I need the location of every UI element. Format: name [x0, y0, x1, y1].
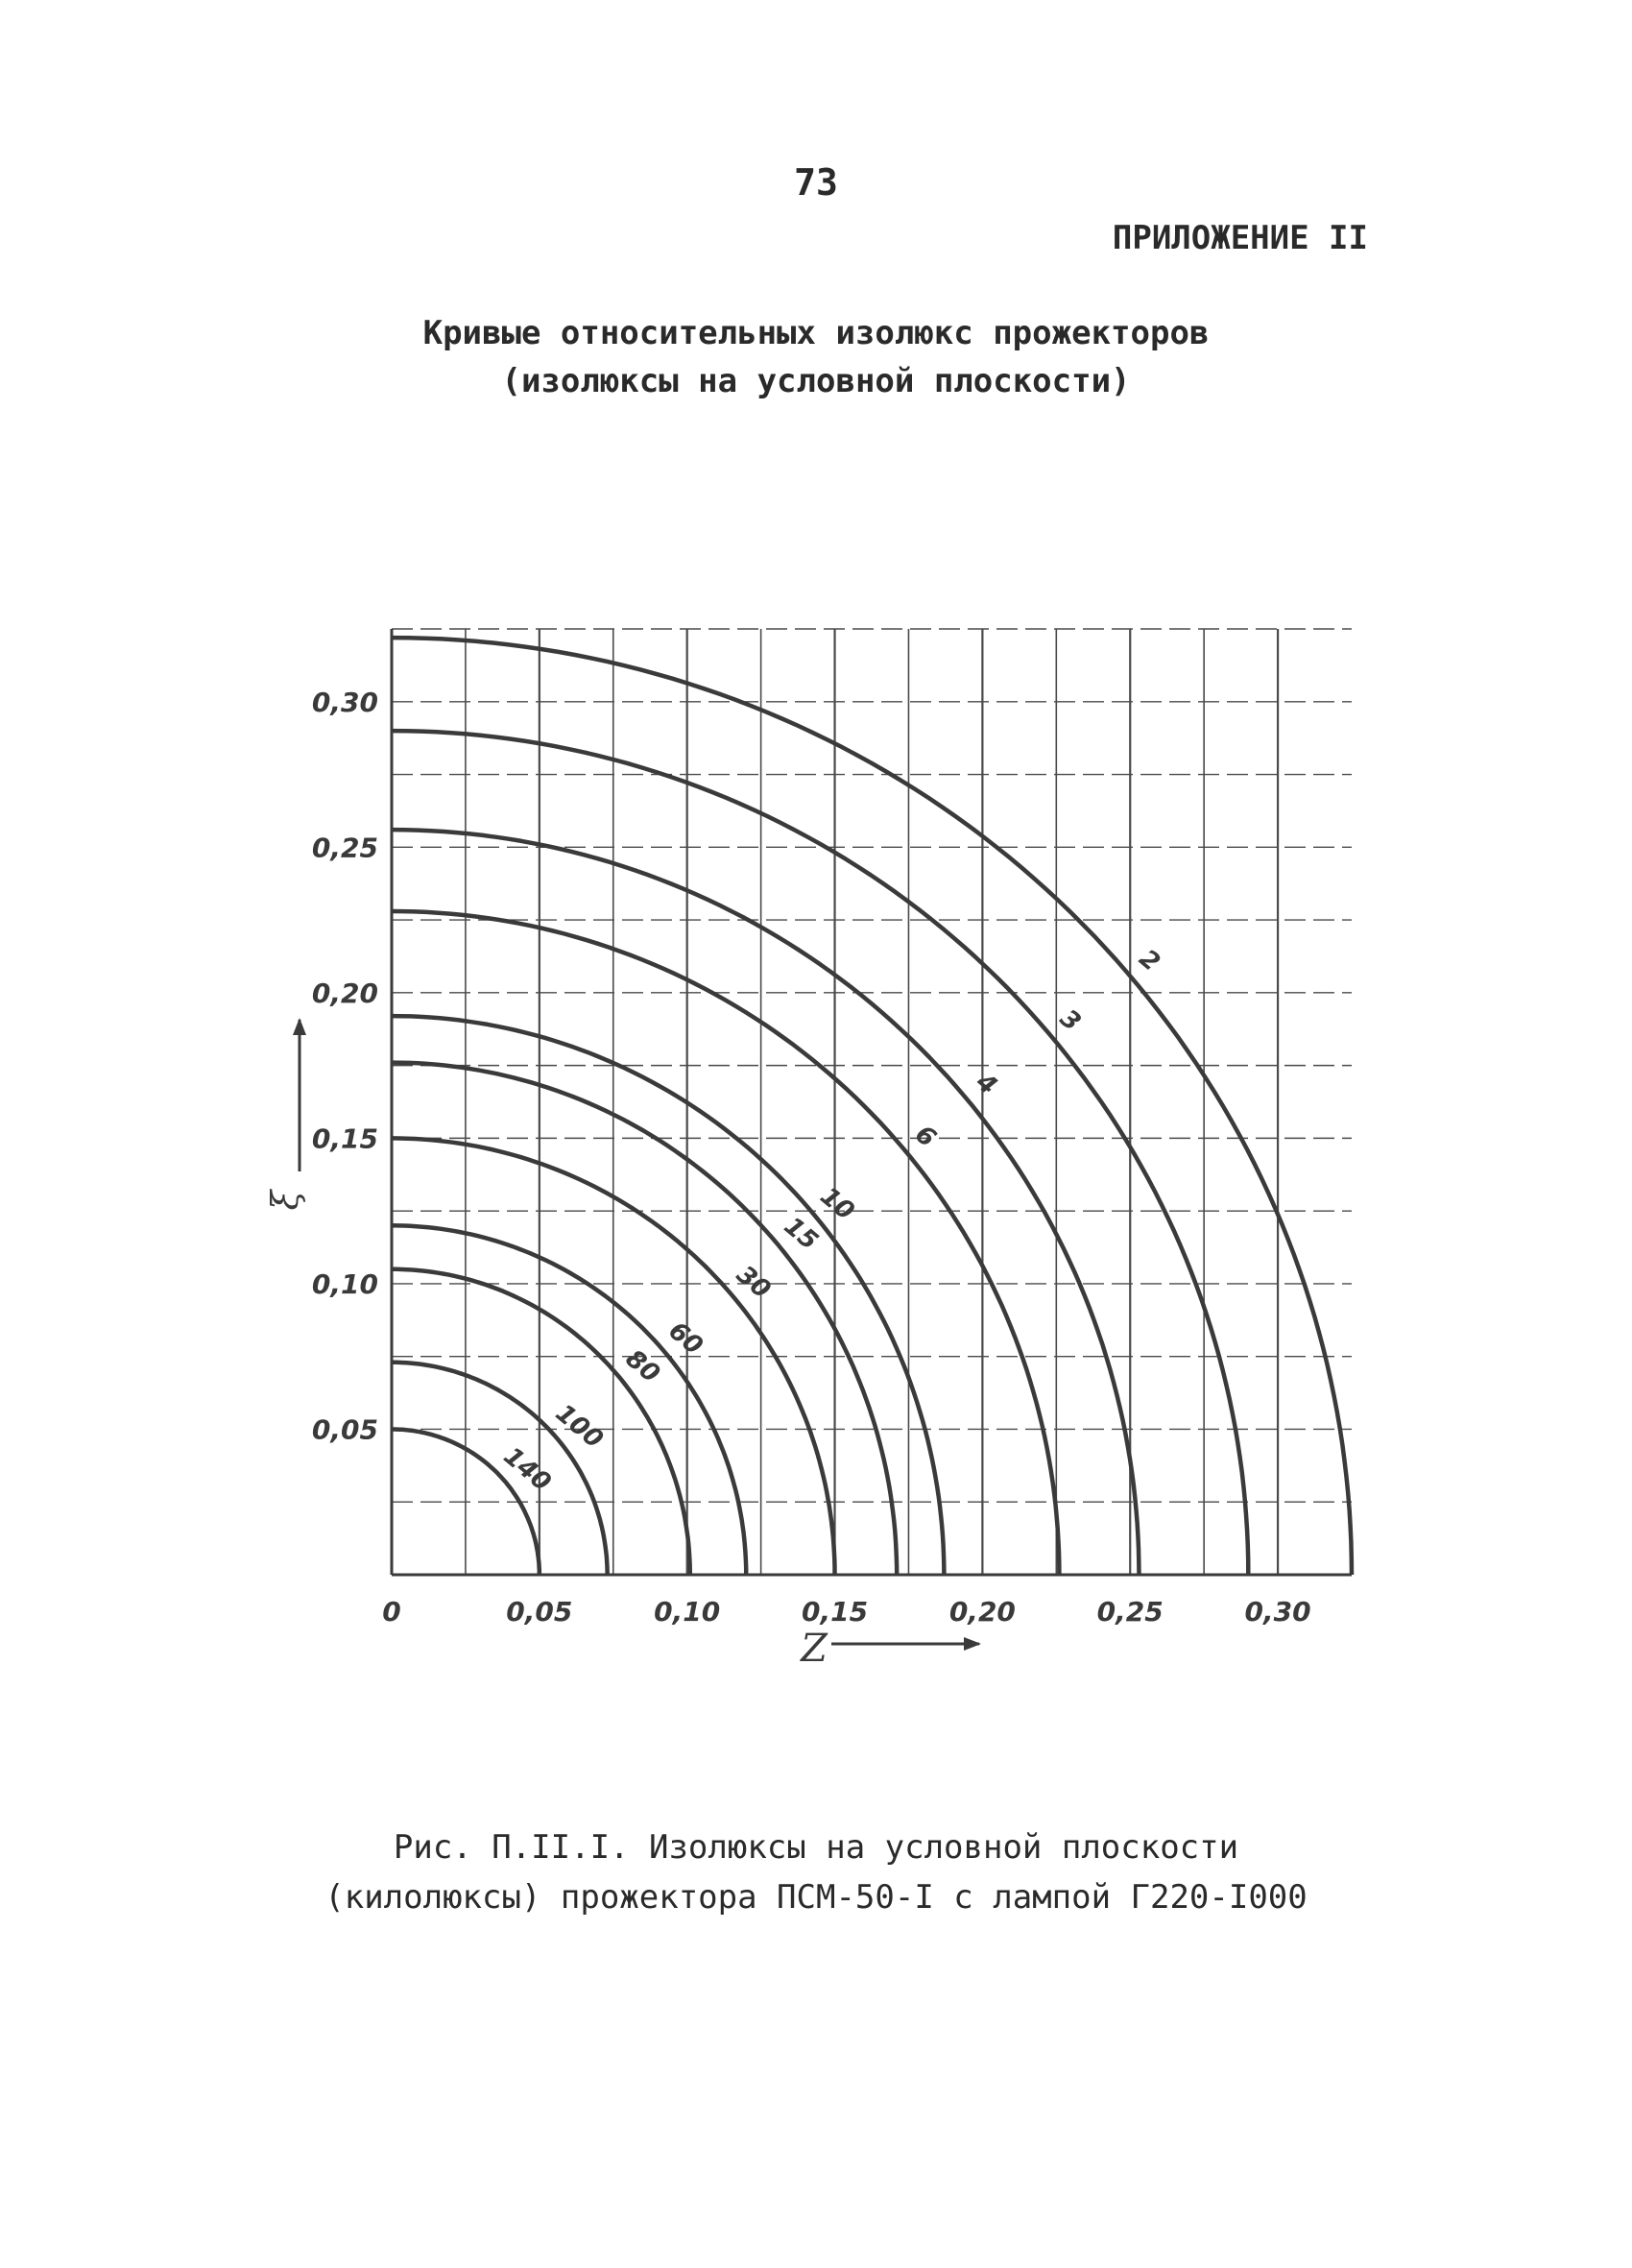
isolux-curve-10: [392, 1016, 944, 1575]
isolux-curve-15: [392, 1063, 897, 1575]
y-tick-label: 0,10: [311, 1267, 378, 1300]
isolux-label: 10: [814, 1181, 860, 1226]
x-tick-label: 0,30: [1244, 1596, 1311, 1628]
chart-grid: [392, 629, 1352, 1575]
isolux-label: 2: [1133, 944, 1165, 977]
y-tick-label: 0,20: [311, 977, 378, 1009]
isolux-curve-100: [392, 1363, 608, 1575]
figure-title-line-2: (изолюксы на условной плоскости): [501, 362, 1131, 400]
x-axis-arrowhead: [964, 1637, 981, 1651]
isolux-label: 4: [970, 1067, 1003, 1101]
isolux-curve-6: [392, 911, 1059, 1575]
y-tick-label: 0,05: [311, 1413, 378, 1446]
figure-caption-line-1: Рис. П.II.I. Изолюксы на условной плоскости: [393, 1828, 1239, 1867]
figure-caption-line-2: (килолюксы) прожектора ПСМ-50-I с лампой Г220-I000: [324, 1878, 1308, 1917]
y-tick-label: 0,25: [311, 832, 378, 864]
x-tick-label: 0,15: [801, 1596, 869, 1628]
chart-axes: [264, 629, 1352, 1671]
x-tick-label: 0: [382, 1596, 401, 1628]
isolux-label: 80: [619, 1344, 665, 1389]
page-number: 73: [794, 161, 838, 204]
x-tick-label: 0,25: [1096, 1596, 1164, 1628]
isolux-label: 140: [497, 1441, 557, 1498]
isolux-label: 100: [549, 1398, 609, 1455]
y-tick-label: 0,15: [311, 1122, 378, 1155]
isolux-label: 6: [909, 1120, 942, 1154]
isolux-label: 30: [731, 1260, 777, 1305]
isolux-curves: [392, 638, 1352, 1575]
isolux-curve-2: [392, 638, 1352, 1575]
figure-caption: [0, 1822, 1632, 1922]
x-axis-label: Z: [801, 1627, 828, 1671]
y-tick-label: 0,30: [311, 686, 378, 718]
isolux-label: 3: [1054, 1003, 1087, 1038]
figure-title-line-1: Кривые относительных изолюкс прожекторов: [422, 314, 1210, 352]
x-tick-label: 0,20: [948, 1596, 1016, 1628]
isolux-label: 60: [662, 1315, 708, 1362]
appendix-label: ПРИЛОЖЕНИЕ II: [1112, 219, 1368, 257]
y-axis-arrowhead: [293, 1018, 306, 1035]
x-tick-label: 0,10: [654, 1596, 721, 1628]
isolux-label: 15: [778, 1211, 824, 1257]
y-axis-label: ξ: [264, 1190, 306, 1211]
x-tick-label: 0,05: [506, 1596, 573, 1628]
